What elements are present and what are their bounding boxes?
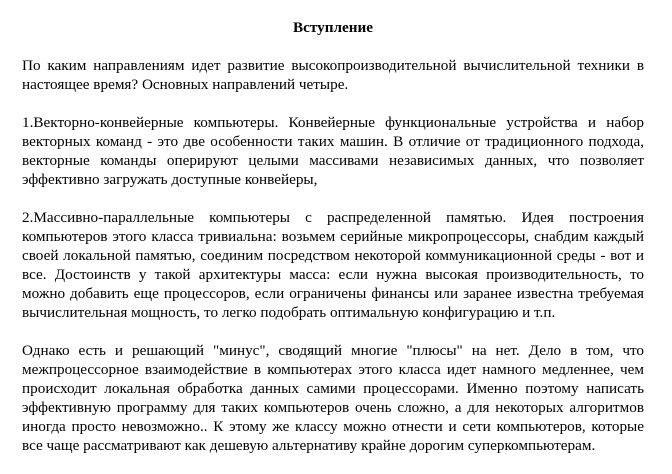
paragraph-drawbacks: Однако есть и решающий "минус", сводящий многие "плюсы" на нет. Дело в том, что межпроцессорное взаимодействие в компьютерах этого класса идет намного медленнее, чем происходит локальная обработка данных самими процессорами. Именно поэтому написать эффективную программу для таких компьютеров очень сложно, а для некоторых алгоритмов иногда просто невозможно.. К этому же классу можно отнести и сети компьютеров, которые все чаще рассматривают как дешевую альтернативу крайне дорогим суперкомпьютерам. xyxy=(22,342,644,454)
document-title: Вступление xyxy=(293,19,373,36)
paragraph-vector-computers: 1.Векторно-конвейерные компьютеры. Конвейерные функциональные устройства и набор векторных команд - это две особенности таких машин. В отличие от традиционного подхода, векторные команды оперируют целыми массивами независимых данных, что позволяет эффективно загружать доступные конвейеры, xyxy=(22,114,644,188)
document-page xyxy=(22,18,644,474)
paragraph-intro: По каким направлениям идет развитие высокопроизводительной вычислительной техники в настоящее время? Основных направлений четыре. xyxy=(22,57,644,93)
paragraph-massively-parallel: 2.Массивно-параллельные компьютеры с распределенной памятью. Идея построения компьютеров этого класса тривиальна: возьмем серийные микропроцессоры, снабдим каждый своей локальной памятью, соединим посредством некоторой коммуникационной среды - вот и все. Достоинств у такой архитектуры масса: если нужна высокая производительность, то можно добавить еще процессоров, если ограничены финансы или заранее известна требуемая вычислительная мощность, то легко подобрать оптимальную конфигурацию и т.п. xyxy=(22,209,644,321)
